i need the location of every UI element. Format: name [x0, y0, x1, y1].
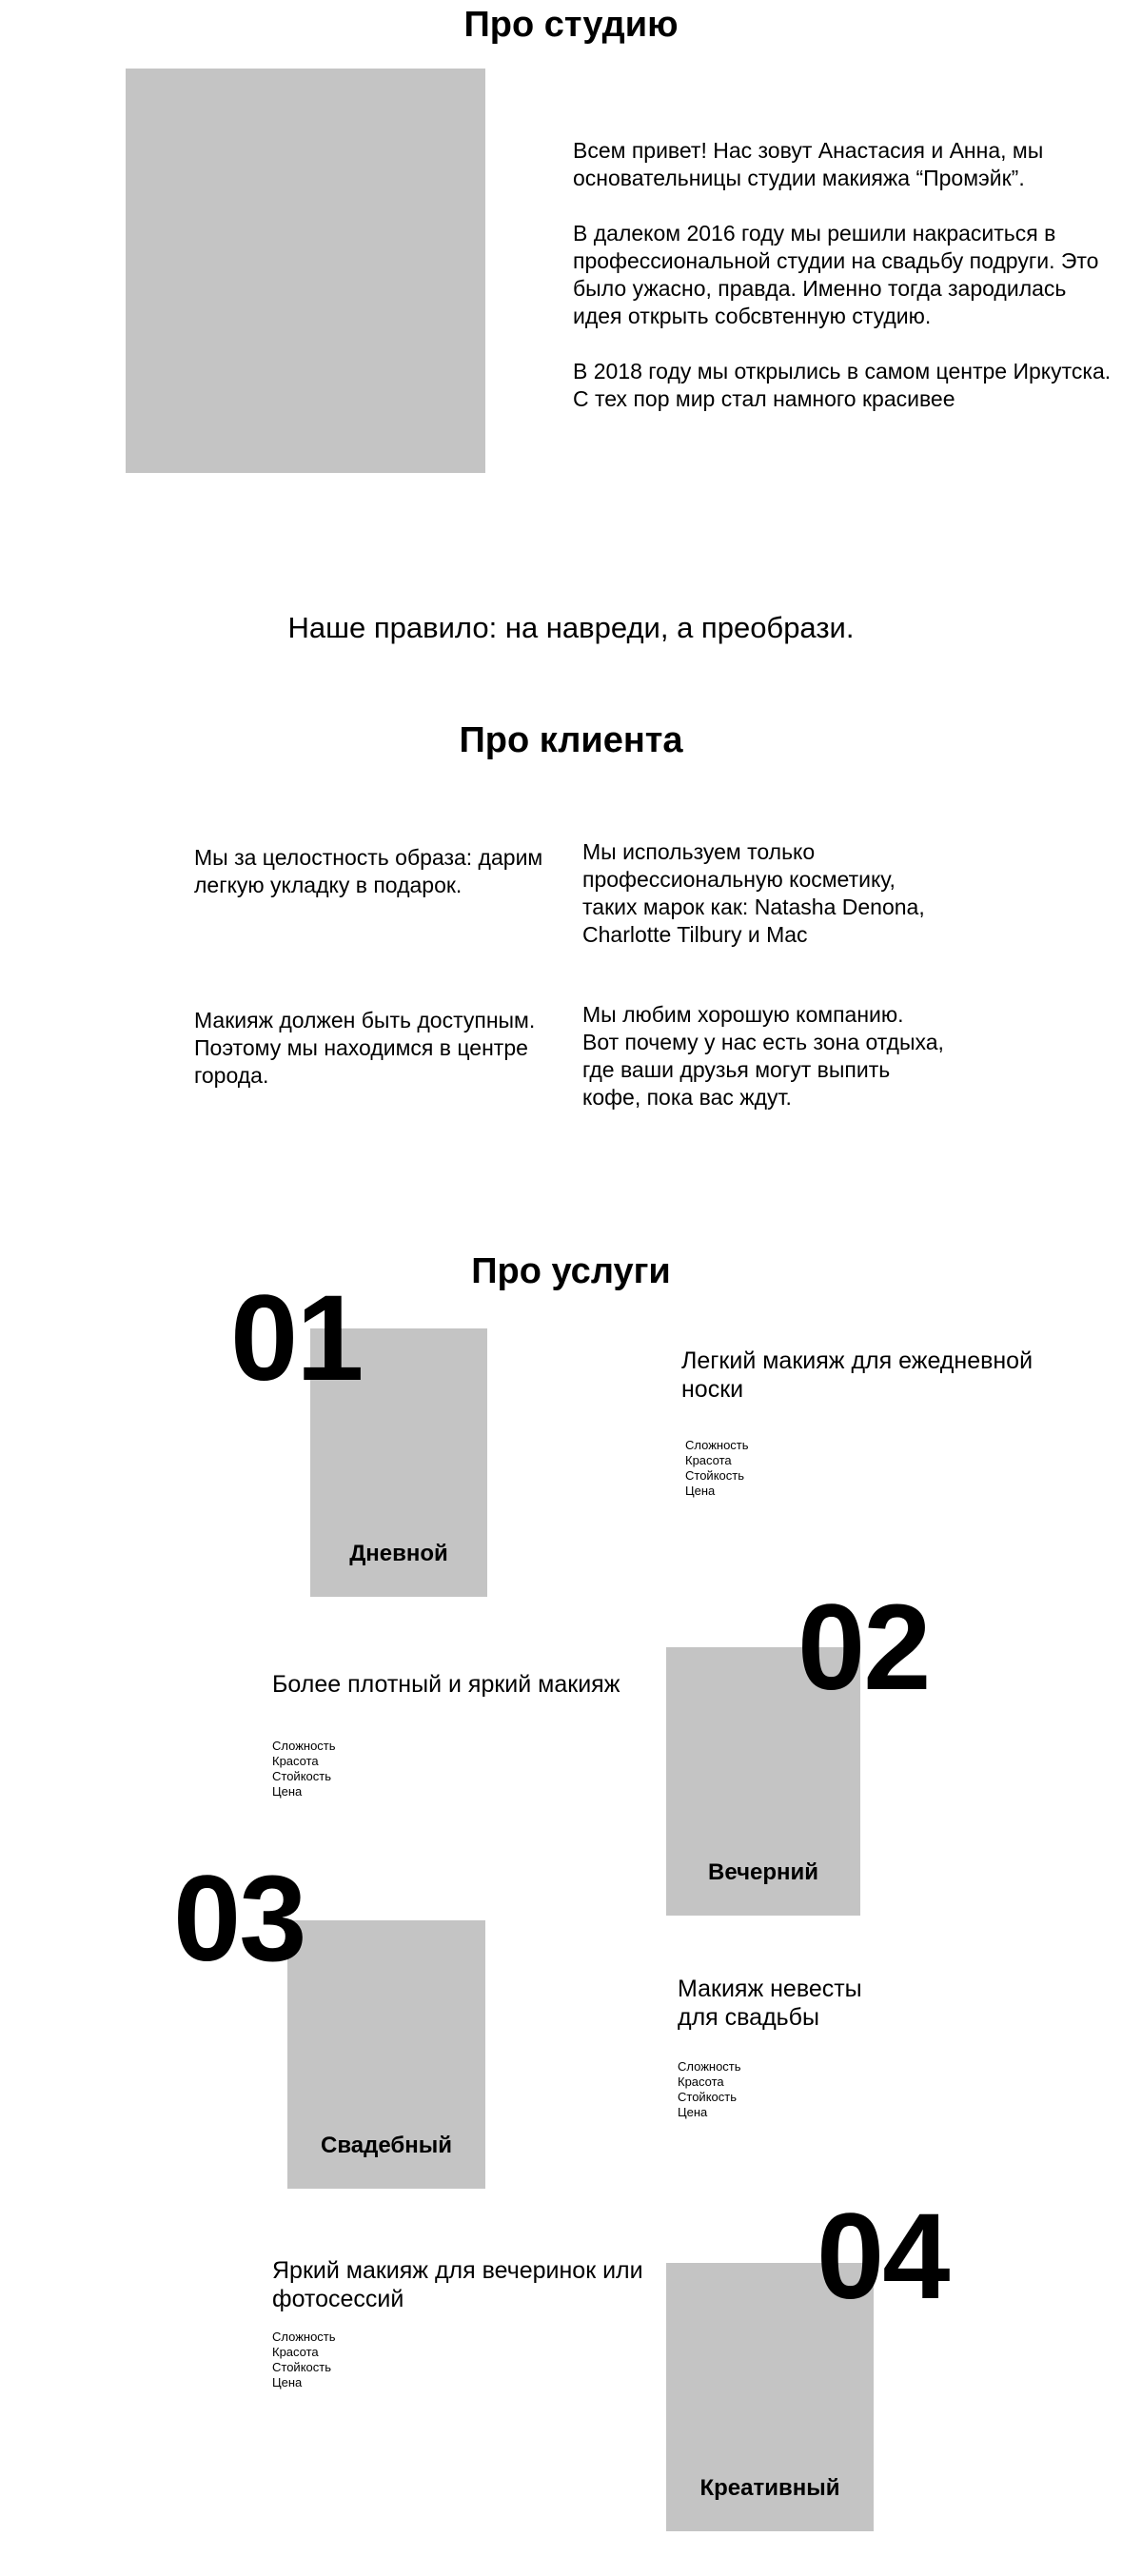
criteria-item: Цена [272, 1784, 303, 1799]
client-point: Мы используем только профессиональную косметику, таких марок как: Natasha Denona, Charlotte Tilbury и Mac [582, 839, 925, 947]
service-number: 01 [230, 1270, 363, 1406]
criteria-item: Цена [272, 2375, 303, 2389]
service-criteria-list [272, 2330, 336, 2390]
criteria-item: Сложность [272, 2330, 336, 2344]
service-description: Легкий макияж для ежедневной носки [681, 1347, 1034, 1403]
about-paragraph: В далеком 2016 году мы решили накраситься в профессиональной студии на свадьбу подруги. Это было ужасно, правда. Именно тогда зародилась идея открыть собсвтенную студию. [573, 221, 1099, 328]
service-number: 04 [817, 2189, 949, 2325]
criteria-item: Сложность [685, 1438, 749, 1452]
criteria-item: Стойкость [272, 2360, 331, 2374]
client-point: Мы любим хорошую компанию. Вот почему у нас есть зона отдыха, где ваши друзья могут выпить кофе, пока вас ждут. [582, 1002, 944, 1110]
criteria-item: Красота [678, 2075, 724, 2089]
service-description: Более плотный и яркий макияж [272, 1671, 620, 1698]
criteria-item: Цена [685, 1484, 716, 1498]
criteria-item: Цена [678, 2105, 708, 2119]
service-description: Макияж невесты для свадьбы [678, 1976, 862, 2031]
service-number: 02 [797, 1580, 930, 1716]
clients-section-title: Про клиента [459, 720, 683, 760]
service-criteria-list [272, 1739, 336, 1799]
service-name: Вечерний [707, 1859, 819, 1885]
criteria-item: Стойкость [685, 1468, 744, 1483]
service-criteria-list [678, 2059, 741, 2120]
about-text [573, 137, 1115, 441]
criteria-item: Стойкость [678, 2090, 737, 2104]
service-number: 03 [173, 1851, 305, 1987]
about-paragraph: В 2018 году мы открылись в самом центре Иркутска. С тех пор мир стал намного красивее [573, 359, 1112, 411]
services-section-title: Про услуги [471, 1251, 671, 1291]
service-wedding-image[interactable] [287, 1920, 485, 2189]
criteria-item: Стойкость [272, 1769, 331, 1783]
service-name: Креативный [699, 2475, 840, 2501]
criteria-item: Сложность [678, 2059, 741, 2074]
criteria-item: Красота [272, 2345, 319, 2359]
service-criteria-list [685, 1438, 749, 1499]
criteria-item: Сложность [272, 1739, 336, 1753]
client-point: Мы за целостность образа: дарим легкую укладку в подарок. [194, 845, 543, 897]
service-description: Яркий макияж для вечеринок или фотосессий [272, 2257, 643, 2312]
about-section-title: Про студию [463, 5, 679, 45]
about-image-placeholder [126, 69, 485, 473]
about-paragraph: Всем привет! Нас зовут Анастасия и Анна, мы основательницы студии макияжа “Промэйк”. [573, 138, 1044, 190]
service-name: Свадебный [321, 2133, 452, 2158]
criteria-item: Красота [685, 1453, 732, 1467]
criteria-item: Красота [272, 1754, 319, 1768]
motto-text: Наше правило: на навреди, а преобрази. [287, 611, 855, 644]
service-name: Дневной [349, 1541, 448, 1566]
client-point: Макияж должен быть доступным. Поэтому мы находимся в центре города. [194, 1008, 536, 1088]
